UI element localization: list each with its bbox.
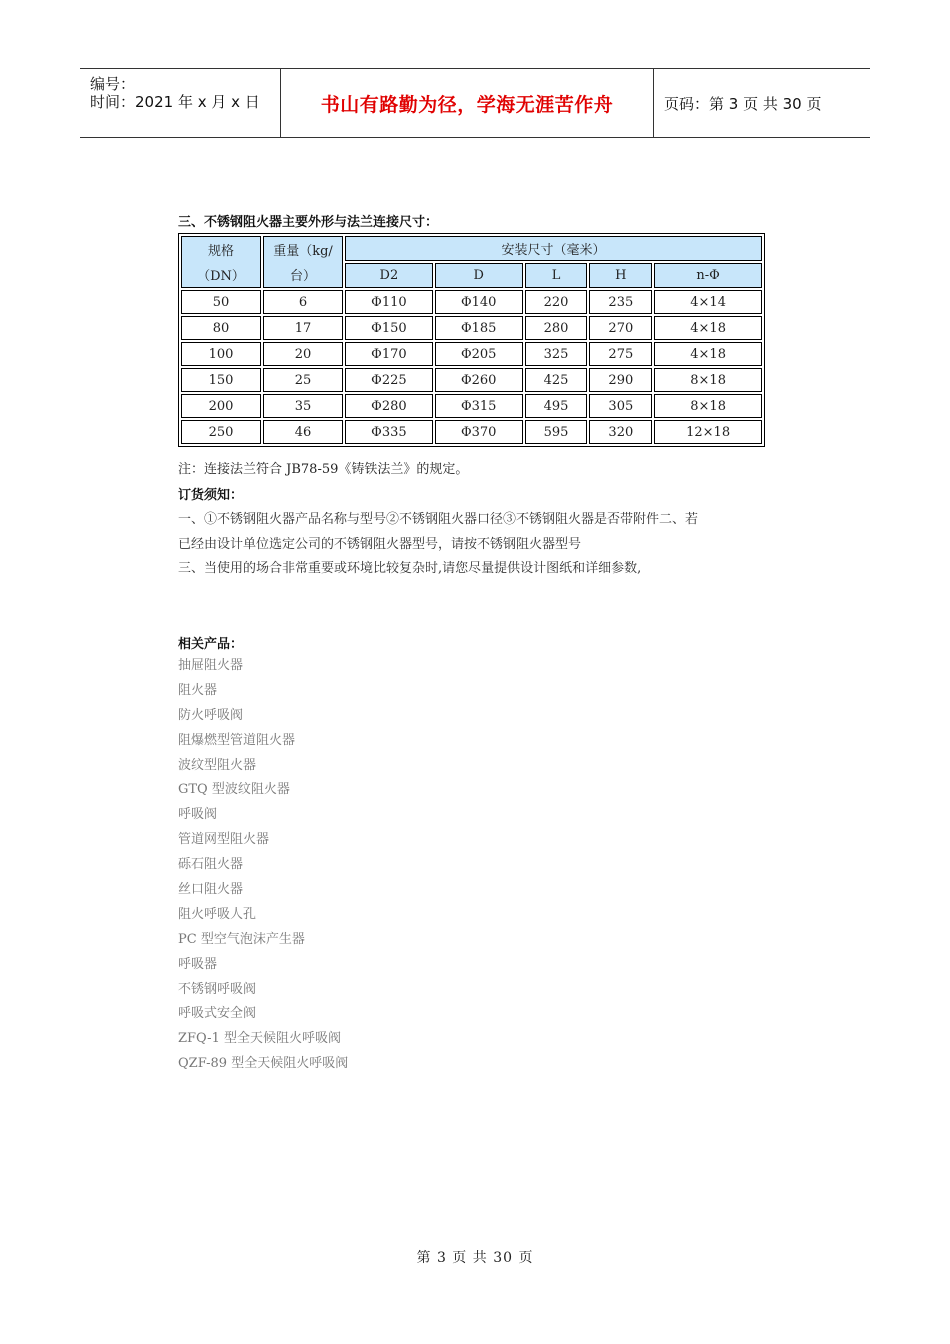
table-cell: 17 [263, 316, 343, 340]
table-cell: 235 [589, 290, 652, 314]
header-meta [80, 69, 281, 137]
table-cell: 8×18 [654, 394, 762, 418]
page-info-text: 页码：第 3 页 共 30 页 [664, 94, 822, 113]
table-cell: 6 [263, 290, 343, 314]
table-cell: 50 [181, 290, 261, 314]
dimensions-table [178, 233, 765, 447]
table-cell: 4×18 [654, 316, 762, 340]
header-install-size: 安装尺寸（毫米） [345, 236, 762, 261]
table-cell: 80 [181, 316, 261, 340]
table-cell: Φ150 [345, 316, 433, 340]
table-cell: 200 [181, 394, 261, 418]
table-cell: 305 [589, 394, 652, 418]
table-row [181, 368, 762, 392]
header-weight-line1: 重量（kg/ [273, 244, 333, 259]
table-cell: 8×18 [654, 368, 762, 392]
table-cell: 270 [589, 316, 652, 340]
header-spec [181, 236, 261, 288]
related-product-link[interactable]: GTQ 型波纹阻火器 [178, 782, 290, 798]
related-products-title: 相关产品： [178, 637, 244, 652]
document-time-label: 时间：2021 年 x 月 x 日 [90, 93, 260, 111]
table-cell: Φ170 [345, 342, 433, 366]
table-cell: 4×14 [654, 290, 762, 314]
related-product-link[interactable]: 阻爆燃型管道阻火器 [178, 732, 296, 748]
related-product-link[interactable]: 波纹型阻火器 [178, 757, 257, 773]
motto-text: 书山有路勤为径，学海无涯苦作舟 [320, 93, 614, 116]
table-cell: Φ140 [435, 290, 523, 314]
document-number-label: 编号： [90, 75, 136, 93]
table-row [181, 420, 762, 444]
subheader-d: D [435, 263, 523, 288]
table-cell: Φ335 [345, 420, 433, 444]
table-cell: 20 [263, 342, 343, 366]
table-cell: Φ185 [435, 316, 523, 340]
related-product-link[interactable]: ZFQ-1 型全天候阻火呼吸阀 [178, 1031, 341, 1047]
table-cell: Φ280 [345, 394, 433, 418]
table-cell: 220 [525, 290, 588, 314]
header-page-info [654, 69, 870, 137]
table-note: 注：连接法兰符合 JB78-59《铸铁法兰》的规定。 [178, 462, 469, 477]
order-notice-title: 订货须知： [178, 488, 244, 503]
related-product-link[interactable]: 阻火呼吸人孔 [178, 906, 257, 922]
table-row [181, 290, 762, 314]
table-cell: 290 [589, 368, 652, 392]
table-cell: 35 [263, 394, 343, 418]
order-notice-line: 已经由设计单位选定公司的不锈钢阻火器型号，请按不锈钢阻火器型号 [178, 537, 582, 552]
related-product-link[interactable]: 呼吸阀 [178, 807, 218, 823]
table-cell: 46 [263, 420, 343, 444]
table-cell: 595 [525, 420, 588, 444]
order-notice-line: 一、①不锈钢阻火器产品名称与型号②不锈钢阻火器口径③不锈钢阻火器是否带附件二、若 [178, 512, 699, 527]
order-notice-line: 三、当使用的场合非常重要或环境比较复杂时,请您尽量提供设计图纸和详细参数, [178, 561, 642, 576]
table-cell: Φ225 [345, 368, 433, 392]
table-row [181, 316, 762, 340]
table-row [181, 342, 762, 366]
table-cell: Φ315 [435, 394, 523, 418]
section-title: 三、不锈钢阻火器主要外形与法兰连接尺寸： [178, 215, 439, 230]
header-weight [263, 236, 343, 288]
table-cell: 250 [181, 420, 261, 444]
related-product-link[interactable]: QZF-89 型全天候阻火呼吸阀 [178, 1056, 349, 1072]
header-spec-line2: （DN） [197, 269, 245, 284]
table-cell: Φ370 [435, 420, 523, 444]
table-header-row [181, 236, 762, 261]
table-cell: 12×18 [654, 420, 762, 444]
table-cell: 325 [525, 342, 588, 366]
header-spec-line1: 规格 [207, 244, 234, 259]
related-product-link[interactable]: 防火呼吸阀 [178, 707, 244, 723]
table-cell: Φ260 [435, 368, 523, 392]
related-product-link[interactable]: 阻火器 [178, 682, 218, 698]
header-weight-line2: 台） [289, 269, 316, 284]
subheader-n-phi: n-Φ [654, 263, 762, 288]
table-cell: 100 [181, 342, 261, 366]
table-cell: 275 [589, 342, 652, 366]
table-cell: Φ110 [345, 290, 433, 314]
table-cell: 320 [589, 420, 652, 444]
related-product-link[interactable]: 砾石阻火器 [178, 857, 244, 873]
subheader-h: H [589, 263, 652, 288]
page-header [80, 68, 870, 138]
page-footer: 第 3 页 共 30 页 [416, 1250, 534, 1266]
table-cell: 25 [263, 368, 343, 392]
related-product-link[interactable]: PC 型空气泡沫产生器 [178, 931, 305, 947]
related-product-link[interactable]: 不锈钢呼吸阀 [178, 981, 257, 997]
table-cell: 495 [525, 394, 588, 418]
table-cell: Φ205 [435, 342, 523, 366]
related-product-link[interactable]: 呼吸器 [178, 956, 218, 972]
table-cell: 280 [525, 316, 588, 340]
header-motto [281, 69, 654, 137]
related-product-link[interactable]: 呼吸式安全阀 [178, 1006, 257, 1022]
subheader-l: L [525, 263, 588, 288]
related-product-link[interactable]: 管道网型阻火器 [178, 832, 270, 848]
related-products-list [178, 657, 348, 1080]
related-product-link[interactable]: 抽屉阻火器 [178, 658, 244, 673]
subheader-d2: D2 [345, 263, 433, 288]
related-product-link[interactable]: 丝口阻火器 [178, 882, 244, 898]
table-cell: 4×18 [654, 342, 762, 366]
table-cell: 150 [181, 368, 261, 392]
table-cell: 425 [525, 368, 588, 392]
table-row [181, 394, 762, 418]
